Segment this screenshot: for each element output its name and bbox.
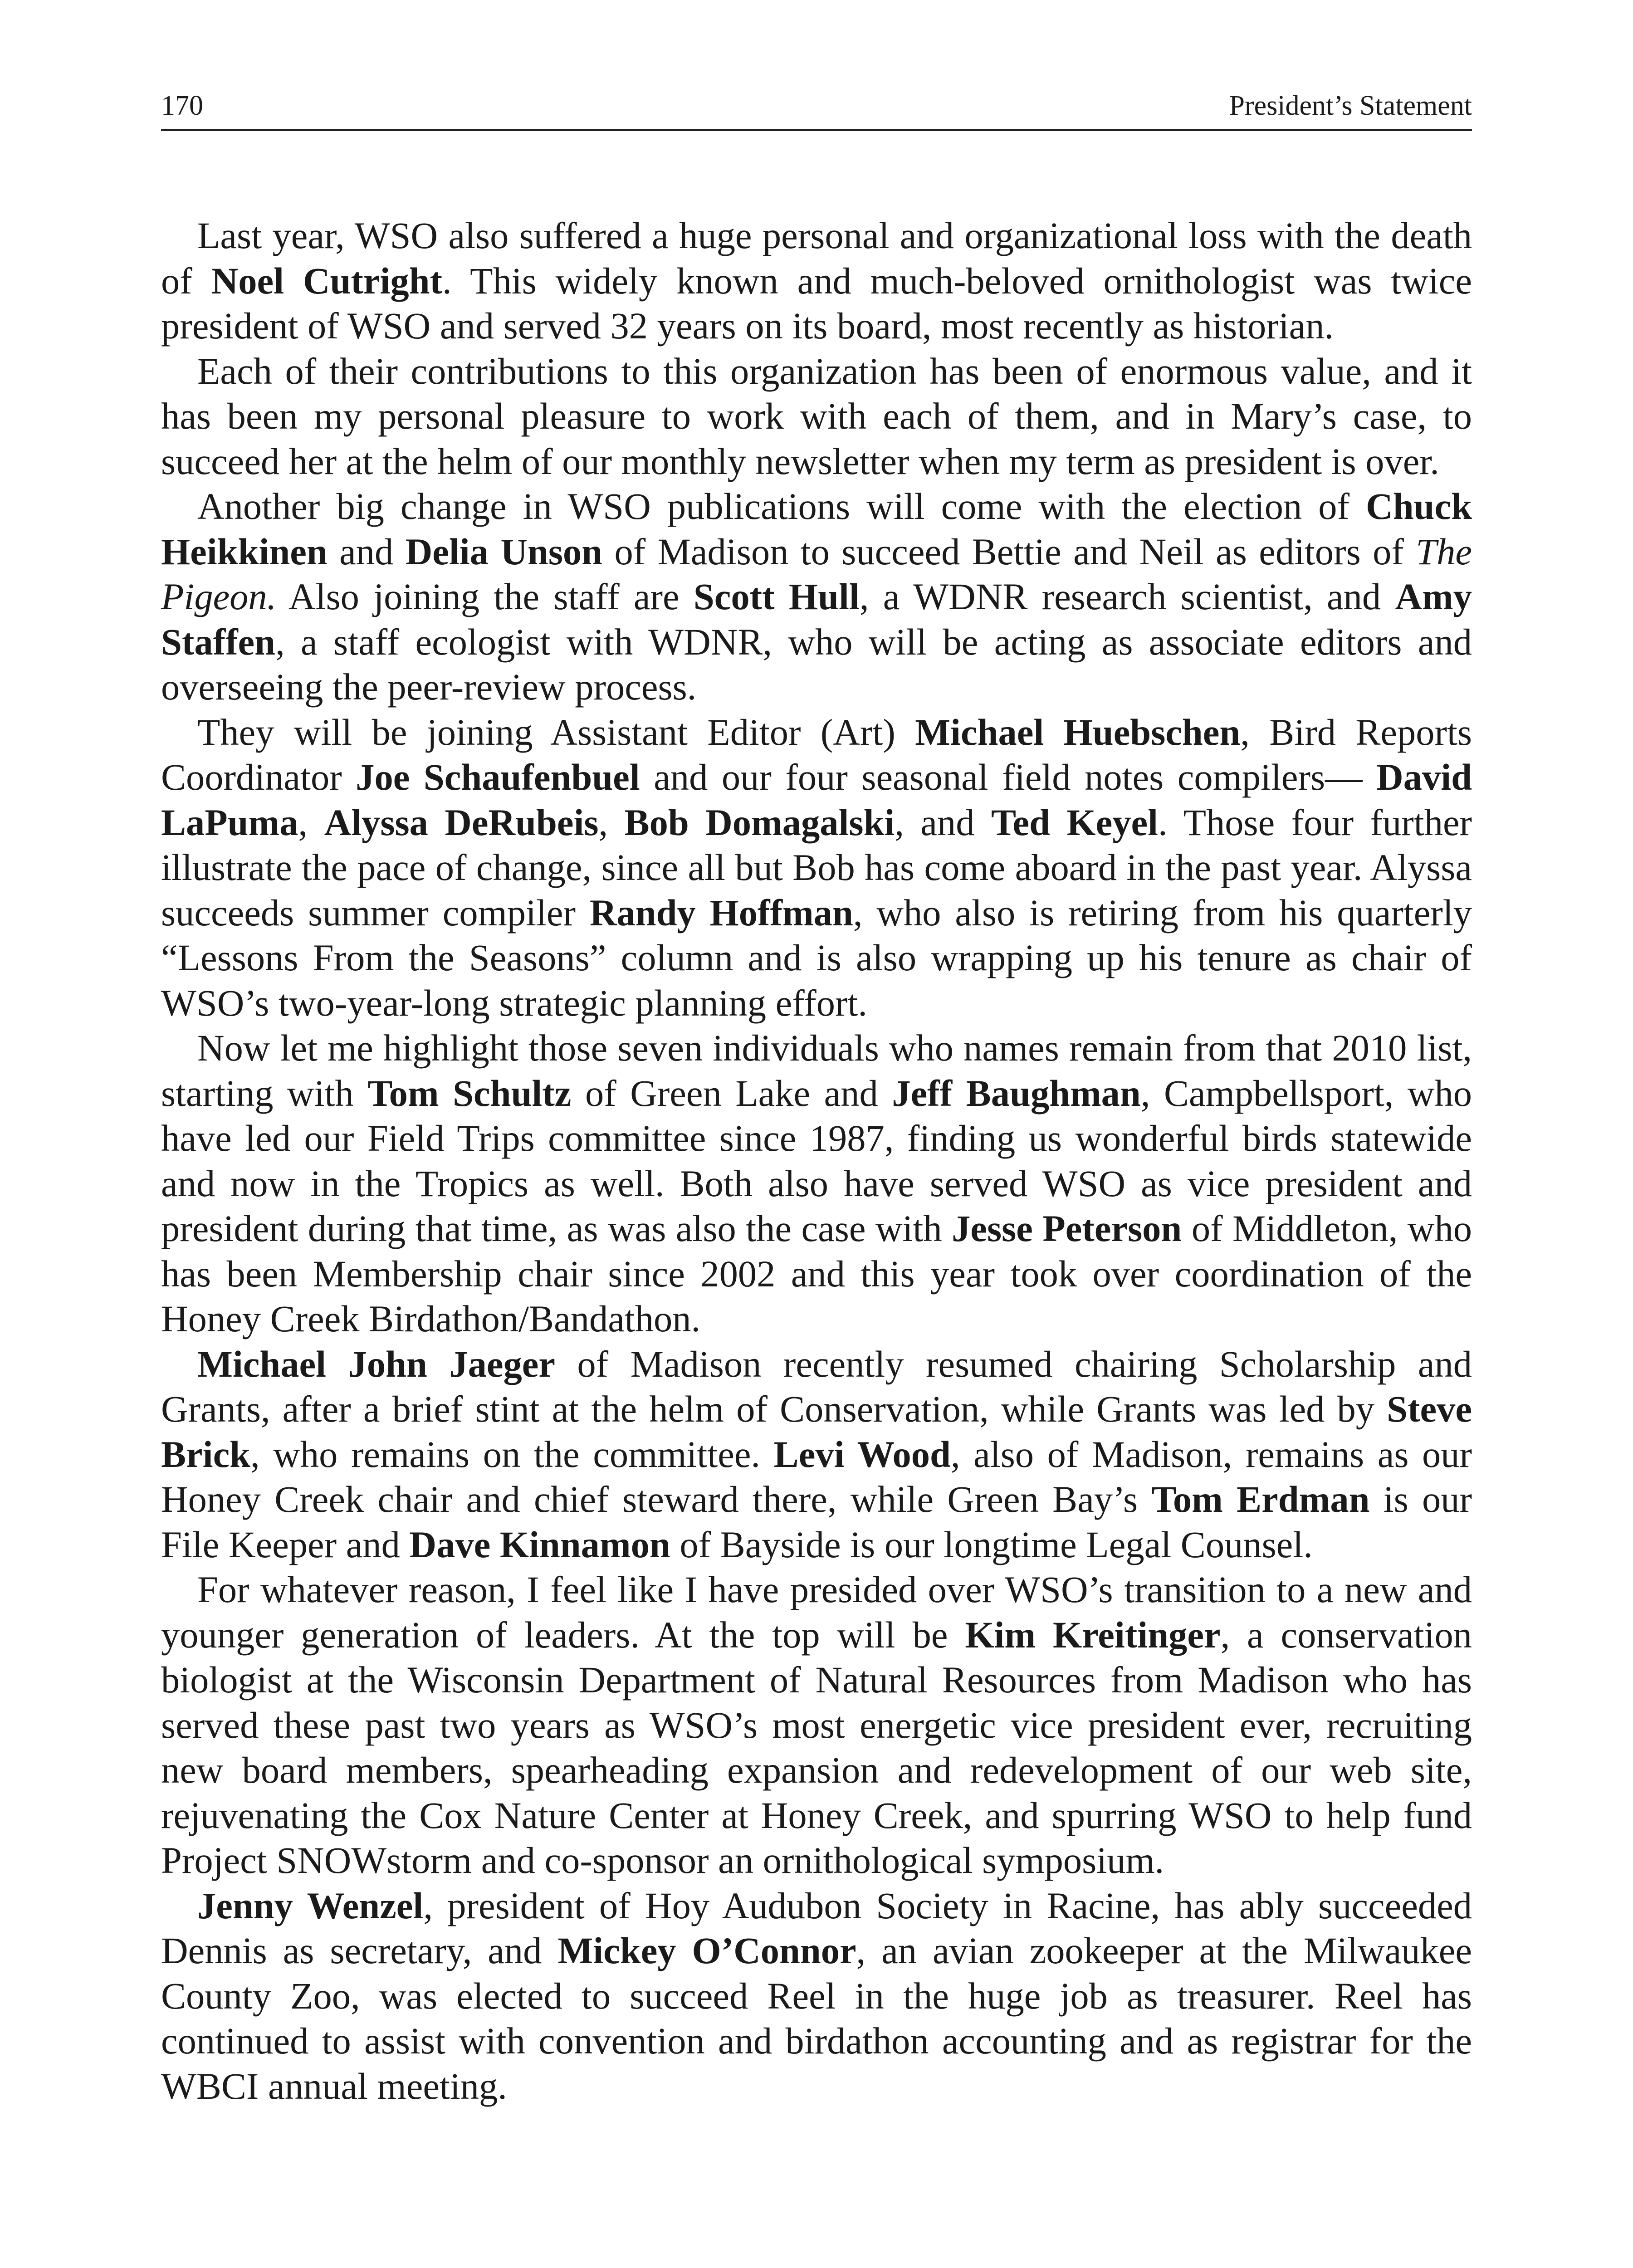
article-body: [161, 213, 1472, 2109]
text-run: , who remains on the committee.: [250, 1433, 774, 1475]
text-run: Now let me highlight those seven individuals who names remain from that 2010 list, starting with: [161, 1027, 1472, 1114]
text-run: , also of Madison, remains as our Honey Creek chair and chief steward there, while Green Bay’s: [161, 1433, 1472, 1520]
person-name: Delia Unson: [405, 530, 603, 572]
text-run: Each of their contributions to this organization has been of enormous value, and it has been my personal pleasure to work with each of them, and in Mary’s case, to succeed her at the helm of our monthly newsletter when my term as president is over.: [161, 350, 1472, 482]
text-run: and: [327, 530, 406, 572]
text-run: , president of Hoy Audubon Society in Racine, has ably succeeded Dennis as secretary, and: [161, 1884, 1472, 1971]
person-name: Noel Cutright: [211, 259, 443, 302]
publication-title: The Pigeon.: [161, 530, 1472, 617]
person-name: Kim Kreitinger: [965, 1613, 1221, 1656]
text-run: of Green Lake and: [571, 1072, 892, 1114]
text-run: of Madison to succeed Bettie and Neil as editors of: [602, 530, 1416, 572]
person-name: Jeff Baughman: [892, 1072, 1141, 1114]
person-name: Chuck Heikkinen: [161, 485, 1472, 572]
person-name: Michael John Jaeger: [197, 1343, 555, 1385]
text-run: and our four seasonal field notes compilers—: [640, 756, 1377, 798]
person-name: David LaPuma: [161, 756, 1472, 843]
paragraph: [161, 1567, 1472, 1883]
text-run: , an avian zookeeper at the Milwaukee County Zoo, was elected to succeed Reel in the huge job as treasurer. Reel has continued to assist with convention and birdathon accounting and as registrar for the WBCI annual meeting.: [161, 1930, 1472, 2107]
person-name: Steve Brick: [161, 1388, 1472, 1475]
text-run: , who also is retiring from his quarterly “Lessons From the Seasons” column and is also wrapping up his tenure as chair of WSO’s two-year-long strategic planning effort.: [161, 891, 1472, 1024]
page-header: [161, 86, 1472, 131]
text-run: , and: [895, 801, 991, 843]
person-name: Ted Keyel: [991, 801, 1158, 843]
paragraph: [161, 1883, 1472, 2109]
person-name: Bob Domagalski: [624, 801, 895, 843]
paragraph: [161, 484, 1472, 710]
text-run: . Those four further illustrate the pace of change, since all but Bob has come aboard in the past year. Alyssa succeeds summer compiler: [161, 801, 1472, 934]
paragraph: [161, 213, 1472, 349]
text-run: of Bayside is our longtime Legal Counsel.: [670, 1523, 1313, 1565]
text-run: , a staff ecologist with WDNR, who will be acting as associate editors and overseeing the peer-review process.: [161, 621, 1472, 708]
text-run: of Middleton, who has been Membership chair since 2002 and this year took over coordination of the Honey Creek Birdathon/Bandathon.: [161, 1207, 1472, 1339]
person-name: Tom Schultz: [367, 1072, 572, 1114]
paragraph: [161, 710, 1472, 1026]
text-run: , Bird Reports Coordinator: [161, 711, 1472, 798]
person-name: Michael Huebschen: [915, 711, 1241, 753]
text-run: ,: [598, 801, 625, 843]
running-head: President’s Statement: [1229, 90, 1472, 121]
text-run: , a WDNR research scientist, and: [859, 576, 1395, 617]
person-name: Alyssa DeRubeis: [324, 801, 599, 843]
text-run: is our File Keeper and: [161, 1478, 1472, 1565]
person-name: Tom Erdman: [1151, 1478, 1370, 1520]
person-name: Amy Staffen: [161, 576, 1472, 663]
text-run: Another big change in WSO publications will come with the election of: [197, 485, 1366, 527]
text-run: , a conservation biologist at the Wisconsin Department of Natural Resources from Madison who has served these past two years as WSO’s most energetic vice president ever, recruiting new board members, spearheading expansion and redevelopment of our web site, rejuvenating the Cox Nature Center at Honey Creek, and spurring WSO to help fund Project SNOWstorm and co-sponsor an ornithological symposium.: [161, 1613, 1472, 1881]
text-run: of Madison recently resumed chairing Scholarship and Grants, after a brief stint at the helm of Conservation, while Grants was led by: [161, 1343, 1472, 1430]
person-name: Jenny Wenzel: [197, 1884, 424, 1926]
person-name: Jesse Peterson: [952, 1207, 1182, 1249]
person-name: Dave Kinnamon: [409, 1523, 670, 1565]
person-name: Mickey O’Connor: [557, 1930, 856, 1971]
person-name: Joe Schaufenbuel: [356, 756, 640, 798]
text-run: Also joining the staff are: [276, 576, 694, 617]
paragraph: [161, 349, 1472, 484]
paragraph: [161, 1026, 1472, 1342]
paragraph: [161, 1342, 1472, 1568]
text-run: , Campbellsport, who have led our Field Trips committee since 1987, finding us wonderful birds statewide and now in the Tropics as well. Both also have served WSO as vice president and president during that time, as was also the case with: [161, 1072, 1472, 1249]
text-run: They will be joining Assistant Editor (Art): [197, 711, 915, 753]
page-number: 170: [161, 90, 203, 121]
person-name: Randy Hoffman: [589, 891, 853, 934]
text-run: ,: [298, 801, 324, 843]
text-run: Last year, WSO also suffered a huge personal and organizational loss with the death of: [161, 215, 1472, 302]
person-name: Levi Wood: [773, 1433, 951, 1475]
text-run: . This widely known and much-beloved ornithologist was twice president of WSO and served 32 years on its board, most recently as historian.: [161, 259, 1472, 347]
text-run: For whatever reason, I feel like I have presided over WSO’s transition to a new and younger generation of leaders. At the top will be: [161, 1569, 1472, 1656]
person-name: Scott Hull: [693, 576, 860, 617]
